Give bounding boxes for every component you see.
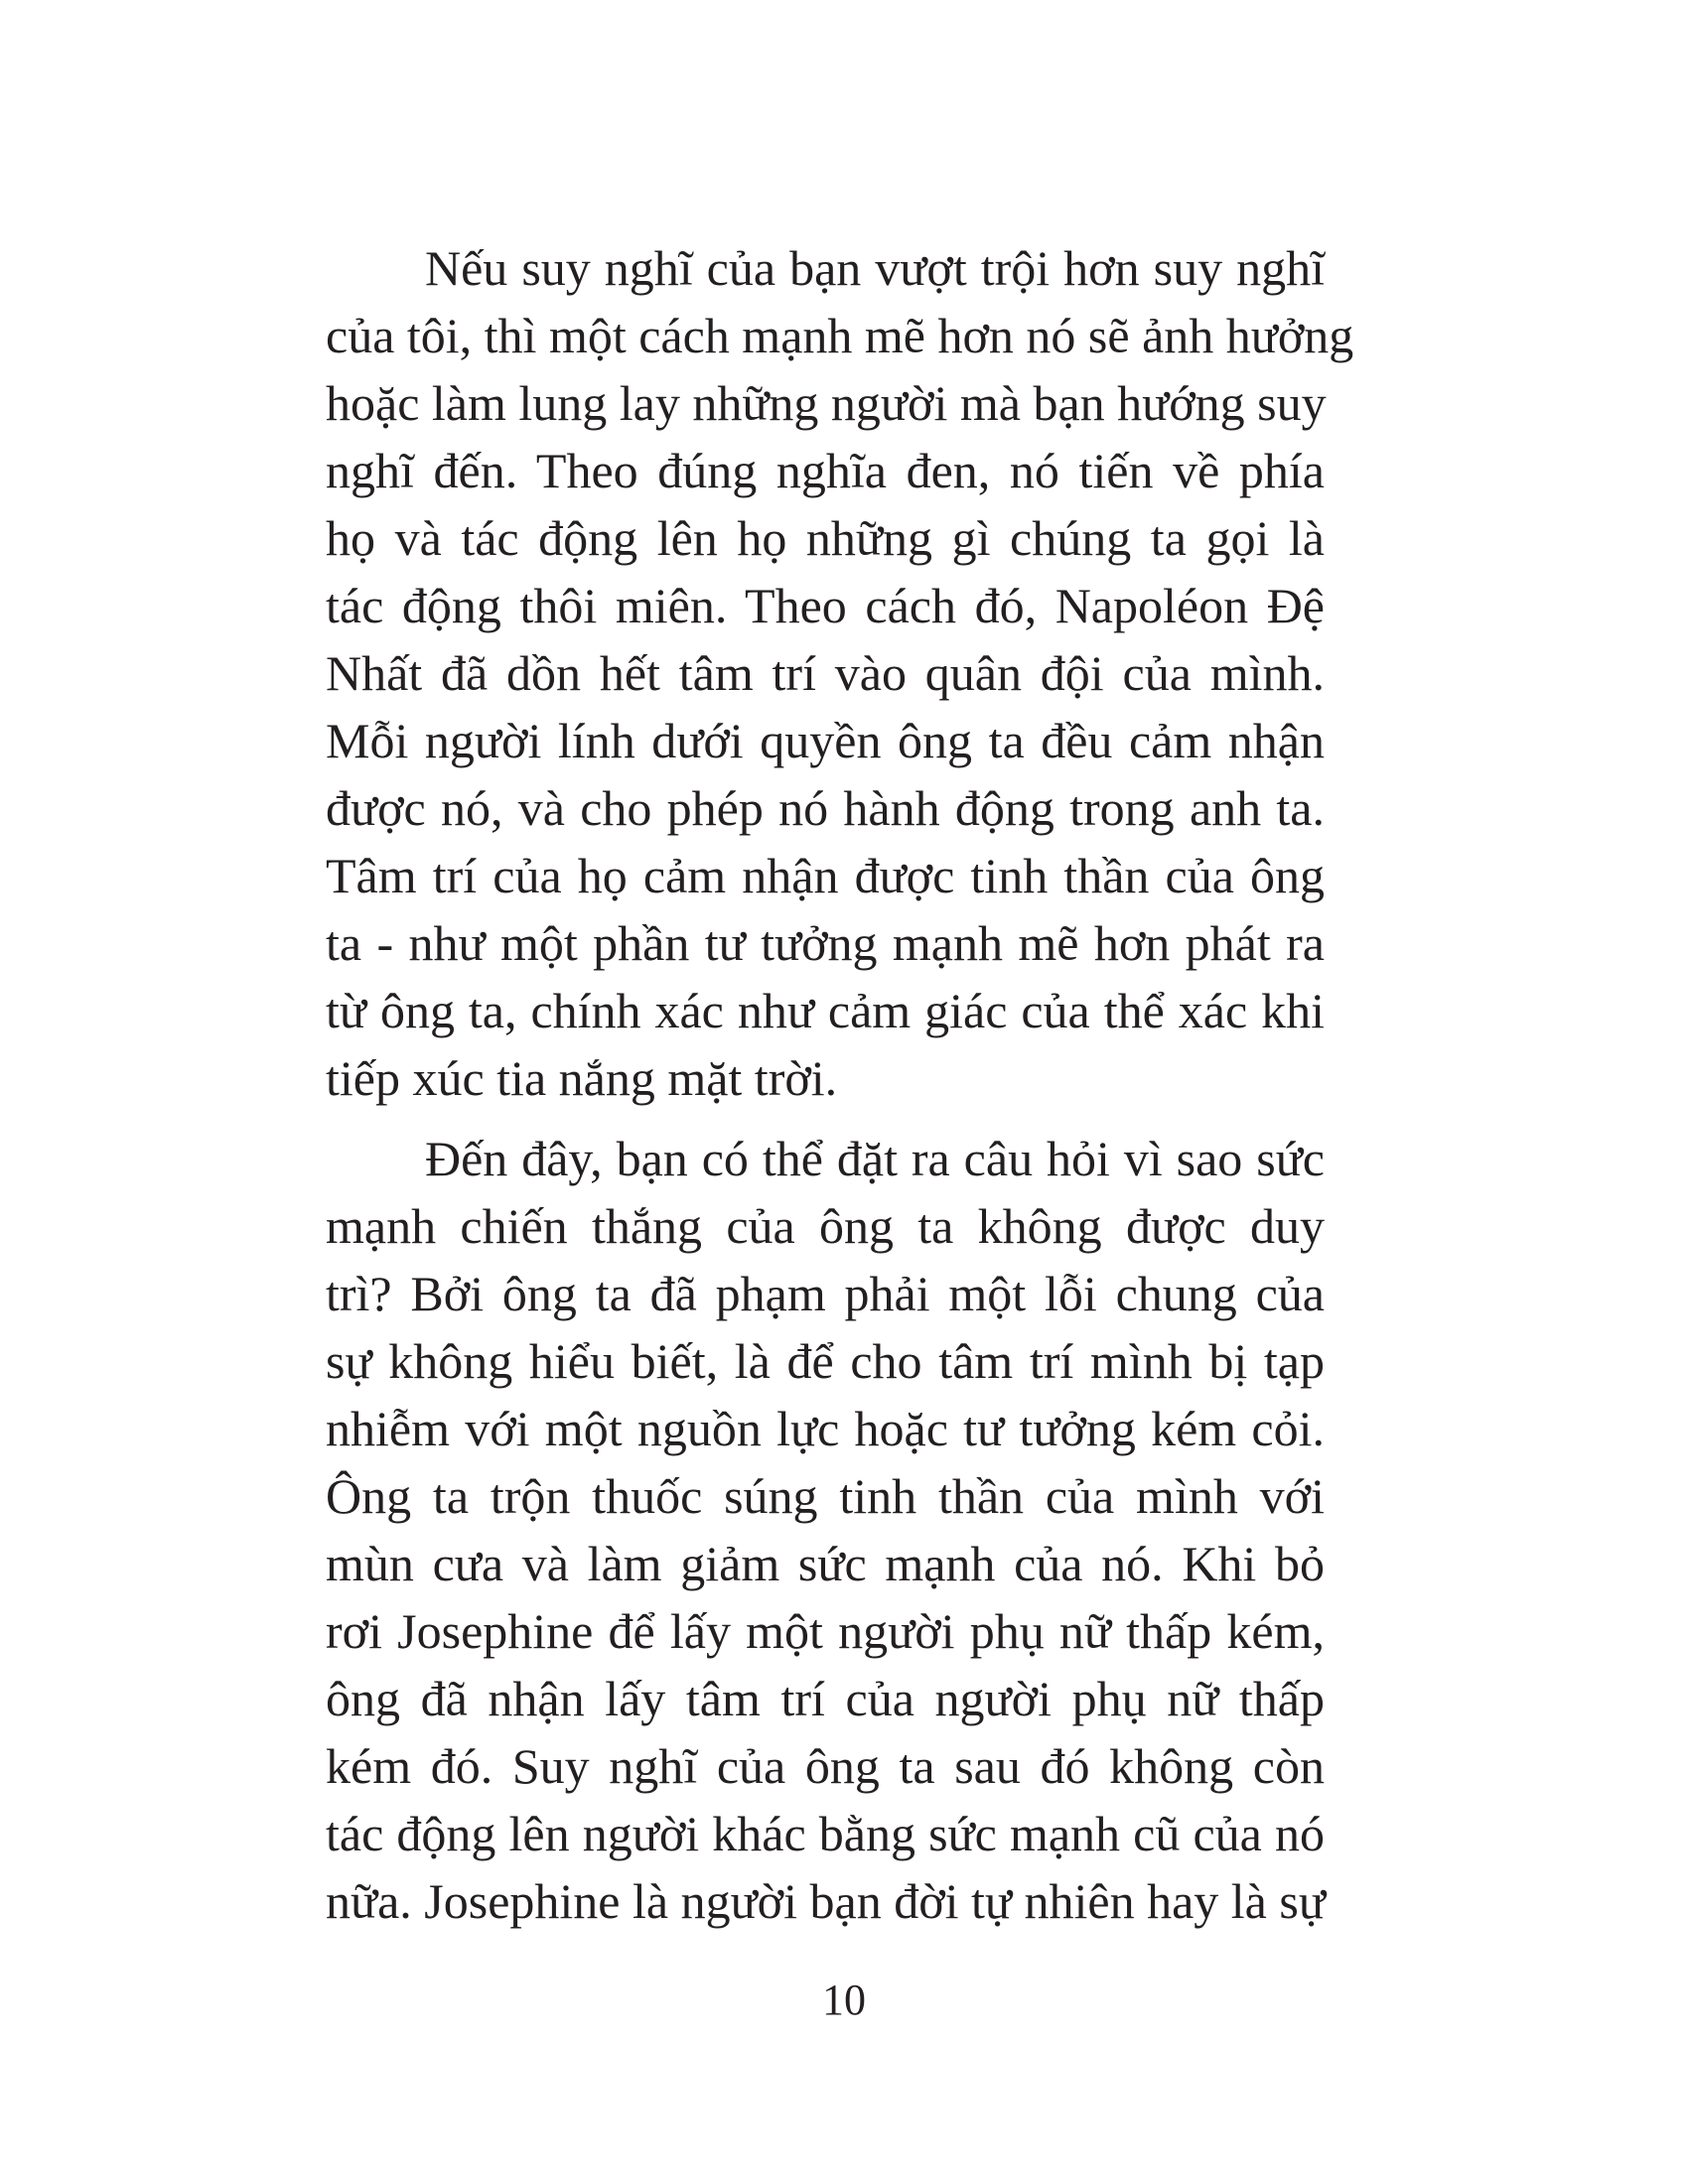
text-line: được nó, và cho phép nó hành động trong anh ta. [326,780,1325,836]
text-line: của tôi, thì một cách mạnh mẽ hơn nó sẽ ảnh hưởng [326,308,1354,363]
text-line: Mỗi người lính dưới quyền ông ta đều cảm nhận [326,713,1325,768]
text-line: ông đã nhận lấy tâm trí của người phụ nữ thấp [326,1671,1325,1726]
page-number: 10 [822,1976,866,2024]
text-line: Nhất đã dồn hết tâm trí vào quân đội của mình. [326,645,1325,701]
text-line: Đến đây, bạn có thể đặt ra câu hỏi vì sao sức [425,1131,1325,1186]
text-line: kém đó. Suy nghĩ của ông ta sau đó không còn [326,1738,1325,1794]
text-line: nữa. Josephine là người bạn đời tự nhiên hay là sự [326,1873,1326,1929]
paragraph [326,1125,1325,1935]
text-line: họ và tác động lên họ những gì chúng ta gọi là [326,510,1325,566]
text-line: tiếp xúc tia nắng mặt trời. [326,1050,838,1106]
text-line: ta - như một phần tư tưởng mạnh mẽ hơn phát ra [326,915,1325,971]
text-line: sự không hiểu biết, là để cho tâm trí mình bị tạp [326,1333,1325,1389]
text-line: Nếu suy nghĩ của bạn vượt trội hơn suy nghĩ [425,240,1325,296]
text-line: mạnh chiến thắng của ông ta không được duy [326,1198,1325,1254]
text-line: rơi Josephine để lấy một người phụ nữ thấp kém, [326,1603,1325,1659]
paragraph [326,234,1354,1112]
text-line: nhiễm với một nguồn lực hoặc tư tưởng kém cỏi. [326,1401,1325,1456]
text-line: trì? Bởi ông ta đã phạm phải một lỗi chung của [326,1266,1325,1321]
text-line: từ ông ta, chính xác như cảm giác của thể xác khi [326,983,1325,1038]
text-line: tác động thôi miên. Theo cách đó, Napoléon Đệ [326,578,1325,633]
text-line: tác động lên người khác bằng sức mạnh cũ của nó [326,1806,1325,1861]
text-line: nghĩ đến. Theo đúng nghĩa đen, nó tiến về phía [326,443,1325,498]
text-line: Tâm trí của họ cảm nhận được tinh thần của ông [326,848,1325,903]
text-line: hoặc làm lung lay những người mà bạn hướng suy [326,375,1327,431]
text-line: mùn cưa và làm giảm sức mạnh của nó. Khi bỏ [326,1536,1325,1591]
text-line: Ông ta trộn thuốc súng tinh thần của mình với [326,1468,1325,1524]
page-body [326,234,1354,1948]
